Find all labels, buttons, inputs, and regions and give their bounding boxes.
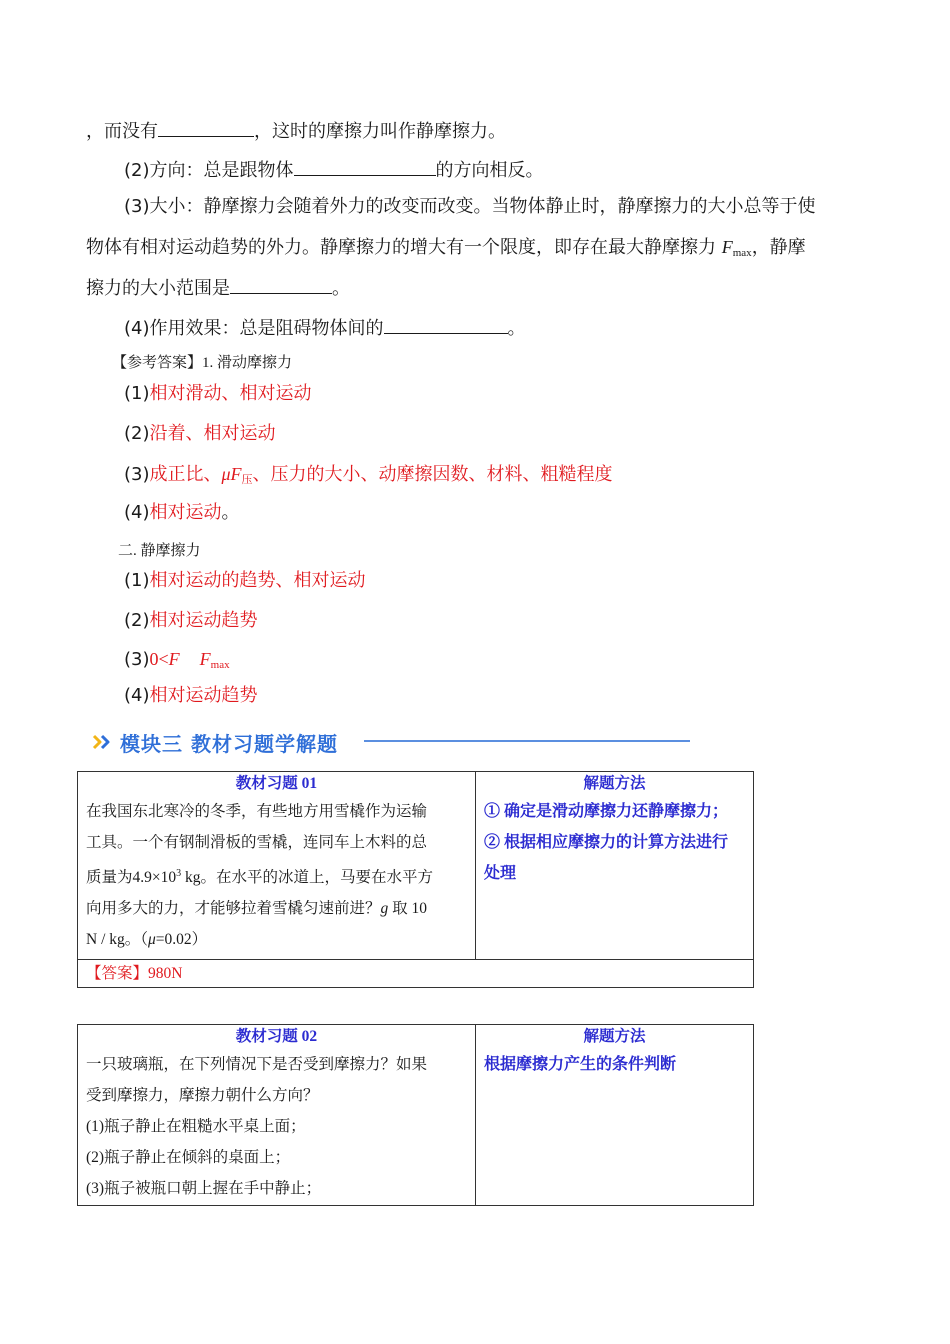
method-cell: [476, 772, 754, 960]
text-line-5: [86, 275, 350, 300]
module-title: 模块三 教材习题学解题: [120, 731, 338, 756]
question-title: 教材习题 01: [235, 775, 318, 792]
answer-label: 【答案】: [86, 965, 149, 983]
text-line-4: [86, 236, 806, 264]
text: 擦力的大小范围是: [86, 278, 230, 299]
answer-b2: (2)相对运动趋势: [124, 610, 258, 631]
text-line-6: [124, 315, 526, 340]
answer-b1: (1)相对运动的趋势、相对运动: [124, 570, 366, 591]
question-body: 一只玻璃瓶，在下列情况下是否受到摩擦力？如果 受到摩擦力，摩擦力朝什么方向？ (1)瓶子静止在粗糙水平桌上面； (2)瓶子静止在倾斜的桌面上； (3)瓶子被瓶口朝上握在手中静止；: [86, 1056, 428, 1197]
text: 。: [332, 278, 350, 299]
fmax-symbol: F: [721, 237, 733, 257]
answer-row: [78, 960, 754, 988]
text: (4)作用效果：总是阻碍物体间的: [124, 318, 384, 339]
section-2-heading: 二. 静摩擦力: [118, 543, 201, 559]
fill-blank[interactable]: [158, 118, 254, 137]
text: 物体有相对运动趋势的外力。静摩擦力的增大有一个限度，即存在最大静摩擦力: [86, 237, 716, 258]
question-cell: [78, 1025, 476, 1206]
fill-blank[interactable]: [384, 315, 508, 334]
exercise-table-02: [77, 1024, 754, 1206]
answer-4: (4)相对运动。: [124, 502, 240, 523]
answer-value: 980N: [148, 965, 183, 983]
fmax-subscript: max: [732, 247, 752, 259]
text: ，而没有: [86, 121, 158, 142]
answer-3: (3)成正比、$\mu F_压$、压力的大小、动摩擦因数、材料、粗糙程度: [124, 464, 613, 486]
method-body: ① 确定是滑动摩擦力还静摩擦力； ② 根据相应摩擦力的计算方法进行 处理: [484, 803, 729, 882]
module-divider: [364, 740, 690, 742]
text-line-1: [86, 118, 506, 143]
method-title: 解题方法: [583, 1028, 646, 1045]
text: ，这时的摩擦力叫作静摩擦力。: [254, 121, 506, 142]
exercise-table-01: [77, 771, 754, 988]
question-title: 教材习题 02: [235, 1028, 318, 1045]
text-line-2: [124, 157, 544, 182]
answer-2: (2)沿着、相对运动: [124, 423, 276, 444]
text-line-3: [124, 196, 816, 218]
text: (2)方向：总是跟物体: [124, 160, 294, 181]
method-title: 解题方法: [583, 775, 646, 792]
module-heading: [92, 728, 338, 756]
text: 的方向相反。: [435, 160, 544, 181]
text: (3)大小：静摩擦力会随着外力的改变而改变。当物体静止时，静摩擦力的大小总等于使: [124, 196, 816, 217]
text: ，静摩: [751, 237, 806, 258]
double-chevron-icon: [92, 733, 114, 751]
answer-b3: (3)0<F $F_{max}$: [124, 649, 230, 671]
fill-blank[interactable]: [230, 275, 332, 294]
answer-1: (1)相对滑动、相对运动: [124, 383, 312, 404]
fill-blank[interactable]: [294, 157, 436, 176]
method-cell: [476, 1025, 754, 1206]
answer-header: 【参考答案】1. 滑动摩擦力: [112, 355, 293, 371]
question-cell: [78, 772, 476, 960]
method-body: 根据摩擦力产生的条件判断: [484, 1056, 677, 1073]
answer-b4: (4)相对运动趋势: [124, 685, 258, 706]
question-body: 在我国东北寒冷的冬季，有些地方用雪橇作为运输 工具。一个有钢制滑板的雪橇，连同车上木料的总 质量为$4.9\times 10^3$ kg。在水平的冰道上，马要在水平方 向用多大的力，才能够拉着雪橇匀速前进？g 取 10 N / kg。（μ=0.02）: [86, 803, 434, 949]
text: 。: [507, 318, 526, 339]
